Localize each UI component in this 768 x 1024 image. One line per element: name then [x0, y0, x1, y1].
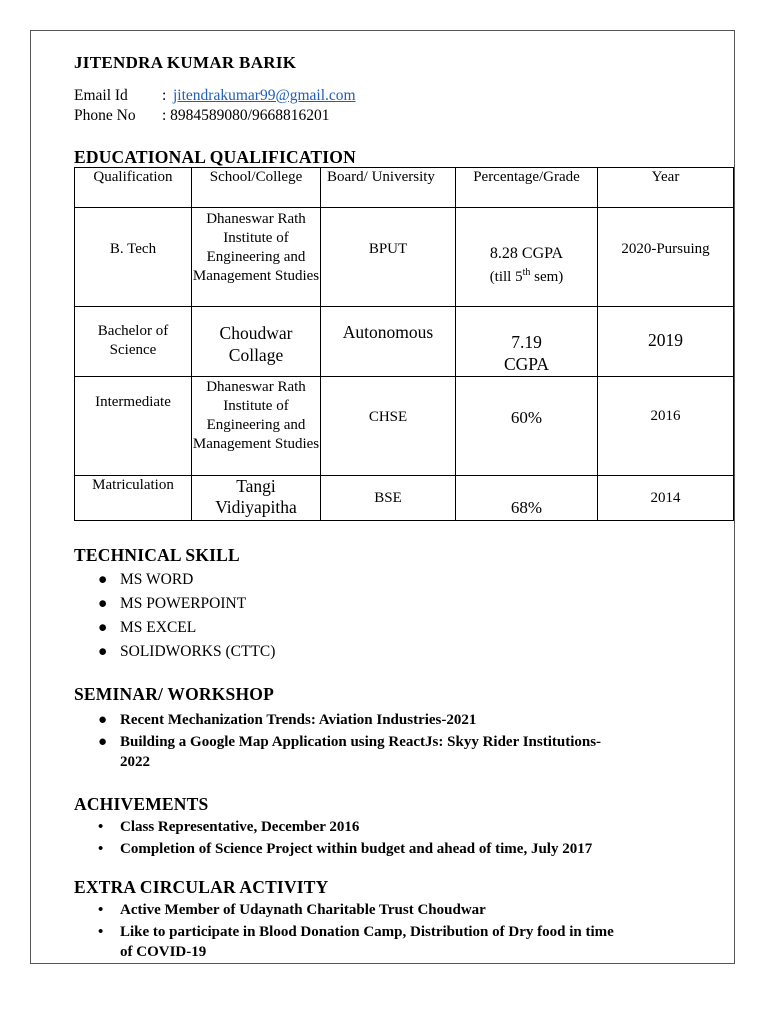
cell-year: 2019: [598, 307, 734, 377]
extra-list: [74, 900, 614, 964]
education-heading: EDUCATIONAL QUALIFICATION: [74, 147, 356, 167]
list-item: ● MS POWERPOINT: [74, 592, 275, 616]
grade-value: 7.19 CGPA: [503, 332, 550, 374]
cell-grade: 68%: [456, 476, 598, 521]
skills-heading: TECHNICAL SKILL: [74, 545, 240, 565]
col-school: School/College: [192, 168, 321, 208]
seminar-list: [74, 710, 601, 774]
cell-year: 2020-Pursuing: [598, 208, 734, 307]
grade-note: (till 5th sem): [489, 267, 564, 285]
cell-board: CHSE: [321, 377, 456, 476]
cell-board: BPUT: [321, 208, 456, 307]
table-header-row: [75, 168, 734, 208]
list-item: ● MS EXCEL: [74, 616, 275, 640]
bullet-icon: ●: [98, 619, 108, 636]
bullet-icon: ●: [98, 571, 108, 588]
bullet-icon: •: [98, 902, 104, 918]
extra-heading: EXTRA CIRCULAR ACTIVITY: [74, 877, 329, 897]
seminar-heading: SEMINAR/ WORKSHOP: [74, 684, 274, 704]
cell-school: [192, 476, 321, 521]
cell-qualification: B. Tech: [75, 208, 192, 307]
col-grade: Percentage/Grade: [456, 168, 598, 208]
cell-board: Autonomous: [321, 307, 456, 377]
bullet-icon: ●: [98, 595, 108, 612]
bullet-icon: ●: [98, 643, 108, 660]
cell-year: 2014: [598, 476, 734, 521]
col-board: Board/ University: [321, 168, 456, 208]
bullet-icon: ●: [98, 734, 108, 750]
cell-grade: 60%: [456, 377, 598, 476]
bullet-icon: •: [98, 841, 104, 857]
list-item: ● SOLIDWORKS (CTTC): [74, 640, 275, 664]
list-item: • Like to participate in Blood Donation Camp, Distribution of Dry food in time: [98, 924, 614, 940]
email-link[interactable]: jitendrakumar99@gmail.com: [173, 87, 356, 104]
list-item: • Class Representative, December 2016: [98, 819, 360, 835]
phone-label: Phone No: [74, 107, 136, 124]
achievements-heading: ACHIVEMENTS: [74, 794, 209, 814]
list-item: ● Recent Mechanization Trends: Aviation Industries-2021: [98, 712, 477, 728]
bullet-icon: ●: [98, 712, 108, 728]
col-qualification: Qualification: [75, 168, 192, 208]
achievements-list: [74, 817, 592, 861]
phone-value: : 8984589080/9668816201: [162, 107, 330, 124]
list-item-continuation: of COVID-19: [120, 944, 207, 960]
school-value: Tangi Vidiyapitha: [215, 476, 297, 517]
email-label: Email Id: [74, 87, 128, 104]
table-row: [75, 208, 734, 307]
cell-grade: [456, 208, 598, 307]
bullet-icon: •: [98, 819, 104, 835]
cell-qualification: Intermediate: [75, 377, 192, 476]
col-year: Year: [598, 168, 734, 208]
cell-qualification: Bachelor of Science: [75, 307, 192, 377]
cell-grade: [456, 307, 598, 377]
table-row: [75, 377, 734, 476]
cell-school: Choudwar Collage: [192, 307, 321, 377]
bullet-icon: •: [98, 924, 104, 940]
cell-year: 2016: [598, 377, 734, 476]
grade-value: 8.28 CGPA: [489, 245, 564, 262]
candidate-name: JITENDRA KUMAR BARIK: [74, 53, 297, 72]
table-row: [75, 307, 734, 377]
skills-list: [74, 568, 275, 664]
list-item: ● MS WORD: [74, 568, 275, 592]
list-item: • Completion of Science Project within budget and ahead of time, July 2017: [98, 841, 593, 857]
education-table: [74, 167, 734, 521]
cell-qualification: Matriculation: [75, 476, 192, 521]
list-item-continuation: 2022: [120, 754, 150, 770]
table-row: [75, 476, 734, 521]
email-separator: :: [162, 87, 167, 104]
cell-school: Dhaneswar Rath Institute of Engineering and Management Studies: [192, 377, 321, 476]
list-item: ● Building a Google Map Application using ReactJs: Skyy Rider Institutions-: [98, 734, 602, 750]
cell-school: Dhaneswar Rath Institute of Engineering and Management Studies: [192, 208, 321, 307]
cell-board: BSE: [321, 476, 456, 521]
list-item: • Active Member of Udaynath Charitable Trust Choudwar: [98, 902, 486, 918]
